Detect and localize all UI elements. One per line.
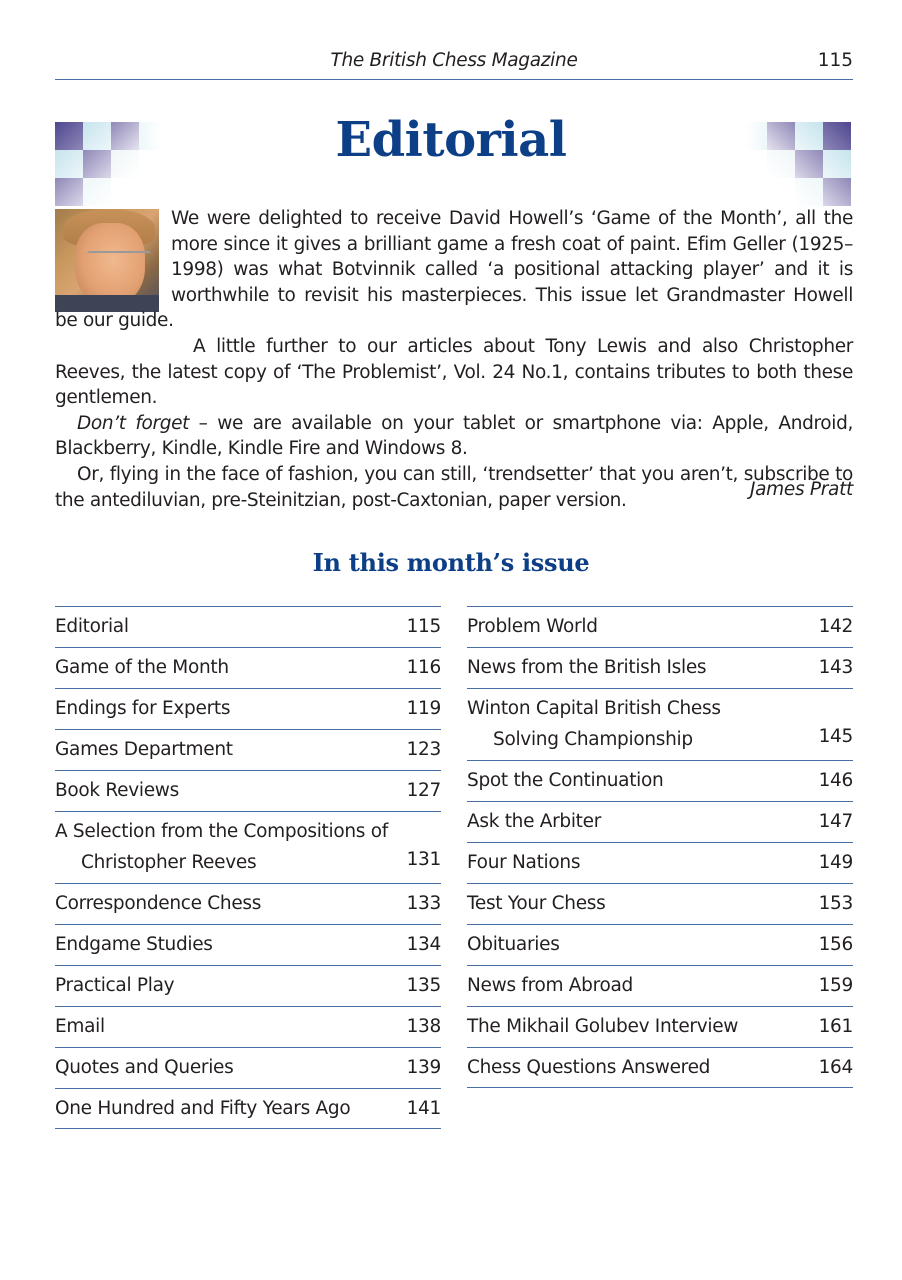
contents-item-page: 161 <box>818 1016 853 1037</box>
contents-item[interactable] <box>55 647 441 688</box>
contents-heading: In this month’s issue <box>312 548 590 577</box>
contents-item-label: The Mikhail Golubev Interview <box>467 1016 739 1037</box>
contents-item-label-continued: Christopher Reeves <box>81 851 257 873</box>
contents-item-page: 134 <box>406 934 441 955</box>
contents-item-page: 153 <box>818 893 853 914</box>
contents-item[interactable] <box>55 1006 441 1047</box>
contents-item[interactable] <box>467 1047 853 1088</box>
contents-item-label: Game of the Month <box>55 657 229 678</box>
contents-item-page: 119 <box>406 698 441 719</box>
page-title: Editorial <box>335 112 567 168</box>
contents-item[interactable] <box>55 1047 441 1088</box>
editorial-paragraph-2: A little further to our articles about Tony Lewis and also Christopher Reeves, the latest copy of ‘The Problemist’, Vol. 24 No.1, contains tributes to both these gentlemen. <box>55 335 853 409</box>
magazine-title: The British Chess Magazine <box>330 50 578 71</box>
contents-item[interactable] <box>467 760 853 801</box>
contents-column-left <box>55 606 441 1129</box>
contents-item[interactable] <box>55 965 441 1006</box>
contents-item-page: 141 <box>406 1098 441 1119</box>
contents-item-label: Obituaries <box>467 934 560 955</box>
contents-item-label: Practical Play <box>55 975 175 996</box>
contents-item-page: 123 <box>406 739 441 760</box>
contents-item-page: 146 <box>818 770 853 791</box>
editorial-paragraph-4: Or, flying in the face of fashion, you can still, ‘trendsetter’ that you aren’t, subscribe to the antediluvian, pre-Steinitzian, post-Caxtonian, paper version. <box>55 463 853 511</box>
contents-item-page: 143 <box>818 657 853 678</box>
contents-item[interactable] <box>55 1088 441 1129</box>
contents-item-label: Games Department <box>55 739 233 760</box>
contents-item-label: Winton Capital British Chess <box>467 698 721 719</box>
contents-item[interactable] <box>55 883 441 924</box>
contents-item-label: Ask the Arbiter <box>467 811 602 832</box>
contents-item-label-continued: Solving Championship <box>493 728 693 750</box>
contents-item-page: 142 <box>818 616 853 637</box>
contents-item-page: 147 <box>818 811 853 832</box>
contents-item-label: Problem World <box>467 616 598 637</box>
page-number: 115 <box>817 50 853 71</box>
contents-item-label: Test Your Chess <box>467 893 606 914</box>
contents-column-right <box>467 606 853 1088</box>
contents-item-label: Endgame Studies <box>55 934 213 955</box>
contents-item[interactable] <box>467 924 853 965</box>
contents-item-label: Correspondence Chess <box>55 893 262 914</box>
contents-item-page: 131 <box>406 848 441 870</box>
contents-item-page: 133 <box>406 893 441 914</box>
portrait-spacer <box>55 206 171 308</box>
contents-item-label: Endings for Experts <box>55 698 231 719</box>
contents-item[interactable] <box>55 688 441 729</box>
contents-item[interactable] <box>467 688 853 760</box>
contents-item-label: News from Abroad <box>467 975 633 996</box>
contents-item[interactable] <box>55 729 441 770</box>
editorial-emphasis: Don’t forget <box>77 412 190 434</box>
contents-item[interactable] <box>467 965 853 1006</box>
contents-item-label: Quotes and Queries <box>55 1057 234 1078</box>
contents-item[interactable] <box>55 924 441 965</box>
contents-item[interactable] <box>467 606 853 647</box>
contents-item-page: 127 <box>406 780 441 801</box>
contents-item[interactable] <box>55 811 441 883</box>
contents-item[interactable] <box>55 770 441 811</box>
contents-item-label: Chess Questions Answered <box>467 1057 711 1078</box>
contents-item-page: 115 <box>406 616 441 637</box>
contents-item-page: 156 <box>818 934 853 955</box>
contents-item[interactable] <box>467 647 853 688</box>
contents-item[interactable] <box>467 842 853 883</box>
editorial-paragraph-3-text: – we are available on your tablet or smartphone via: Apple, Android, Blackberry, Kindle, Kindle Fire and Windows 8. <box>55 412 853 460</box>
contents-item-page: 116 <box>406 657 441 678</box>
contents-item-page: 149 <box>818 852 853 873</box>
contents-item[interactable] <box>55 606 441 647</box>
contents-item[interactable] <box>467 1006 853 1047</box>
contents-item-page: 145 <box>818 725 853 747</box>
contents-item[interactable] <box>467 801 853 842</box>
contents-item-page: 139 <box>406 1057 441 1078</box>
contents-item-label: Spot the Continuation <box>467 770 664 791</box>
contents-item-label: News from the British Isles <box>467 657 707 678</box>
editorial-paragraph-3 <box>55 411 853 462</box>
contents-item-page: 138 <box>406 1016 441 1037</box>
contents-item-label: Email <box>55 1016 105 1037</box>
editor-signature: James Pratt <box>749 479 853 500</box>
editorial-paragraph-1: We were delighted to receive David Howell’s ‘Game of the Month’, all the more since it gives a brilliant game a fresh coat of paint. Efim Geller (1925–1998) was what Botvinnik called ‘a positional attacking player’ and it is worthwhile to revisit his masterpieces. This issue let Grandmaster Howell be our guide. <box>55 208 853 332</box>
contents-item-label: One Hundred and Fifty Years Ago <box>55 1098 351 1119</box>
contents-item-page: 159 <box>818 975 853 996</box>
contents-item-label: Book Reviews <box>55 780 179 801</box>
contents-item[interactable] <box>467 883 853 924</box>
contents-item-label: A Selection from the Compositions of <box>55 821 388 842</box>
contents-item-page: 164 <box>818 1057 853 1078</box>
contents-item-page: 135 <box>406 975 441 996</box>
contents-item-label: Four Nations <box>467 852 581 873</box>
editorial-body <box>55 206 853 513</box>
contents-item-label: Editorial <box>55 616 129 637</box>
running-header <box>55 48 853 80</box>
